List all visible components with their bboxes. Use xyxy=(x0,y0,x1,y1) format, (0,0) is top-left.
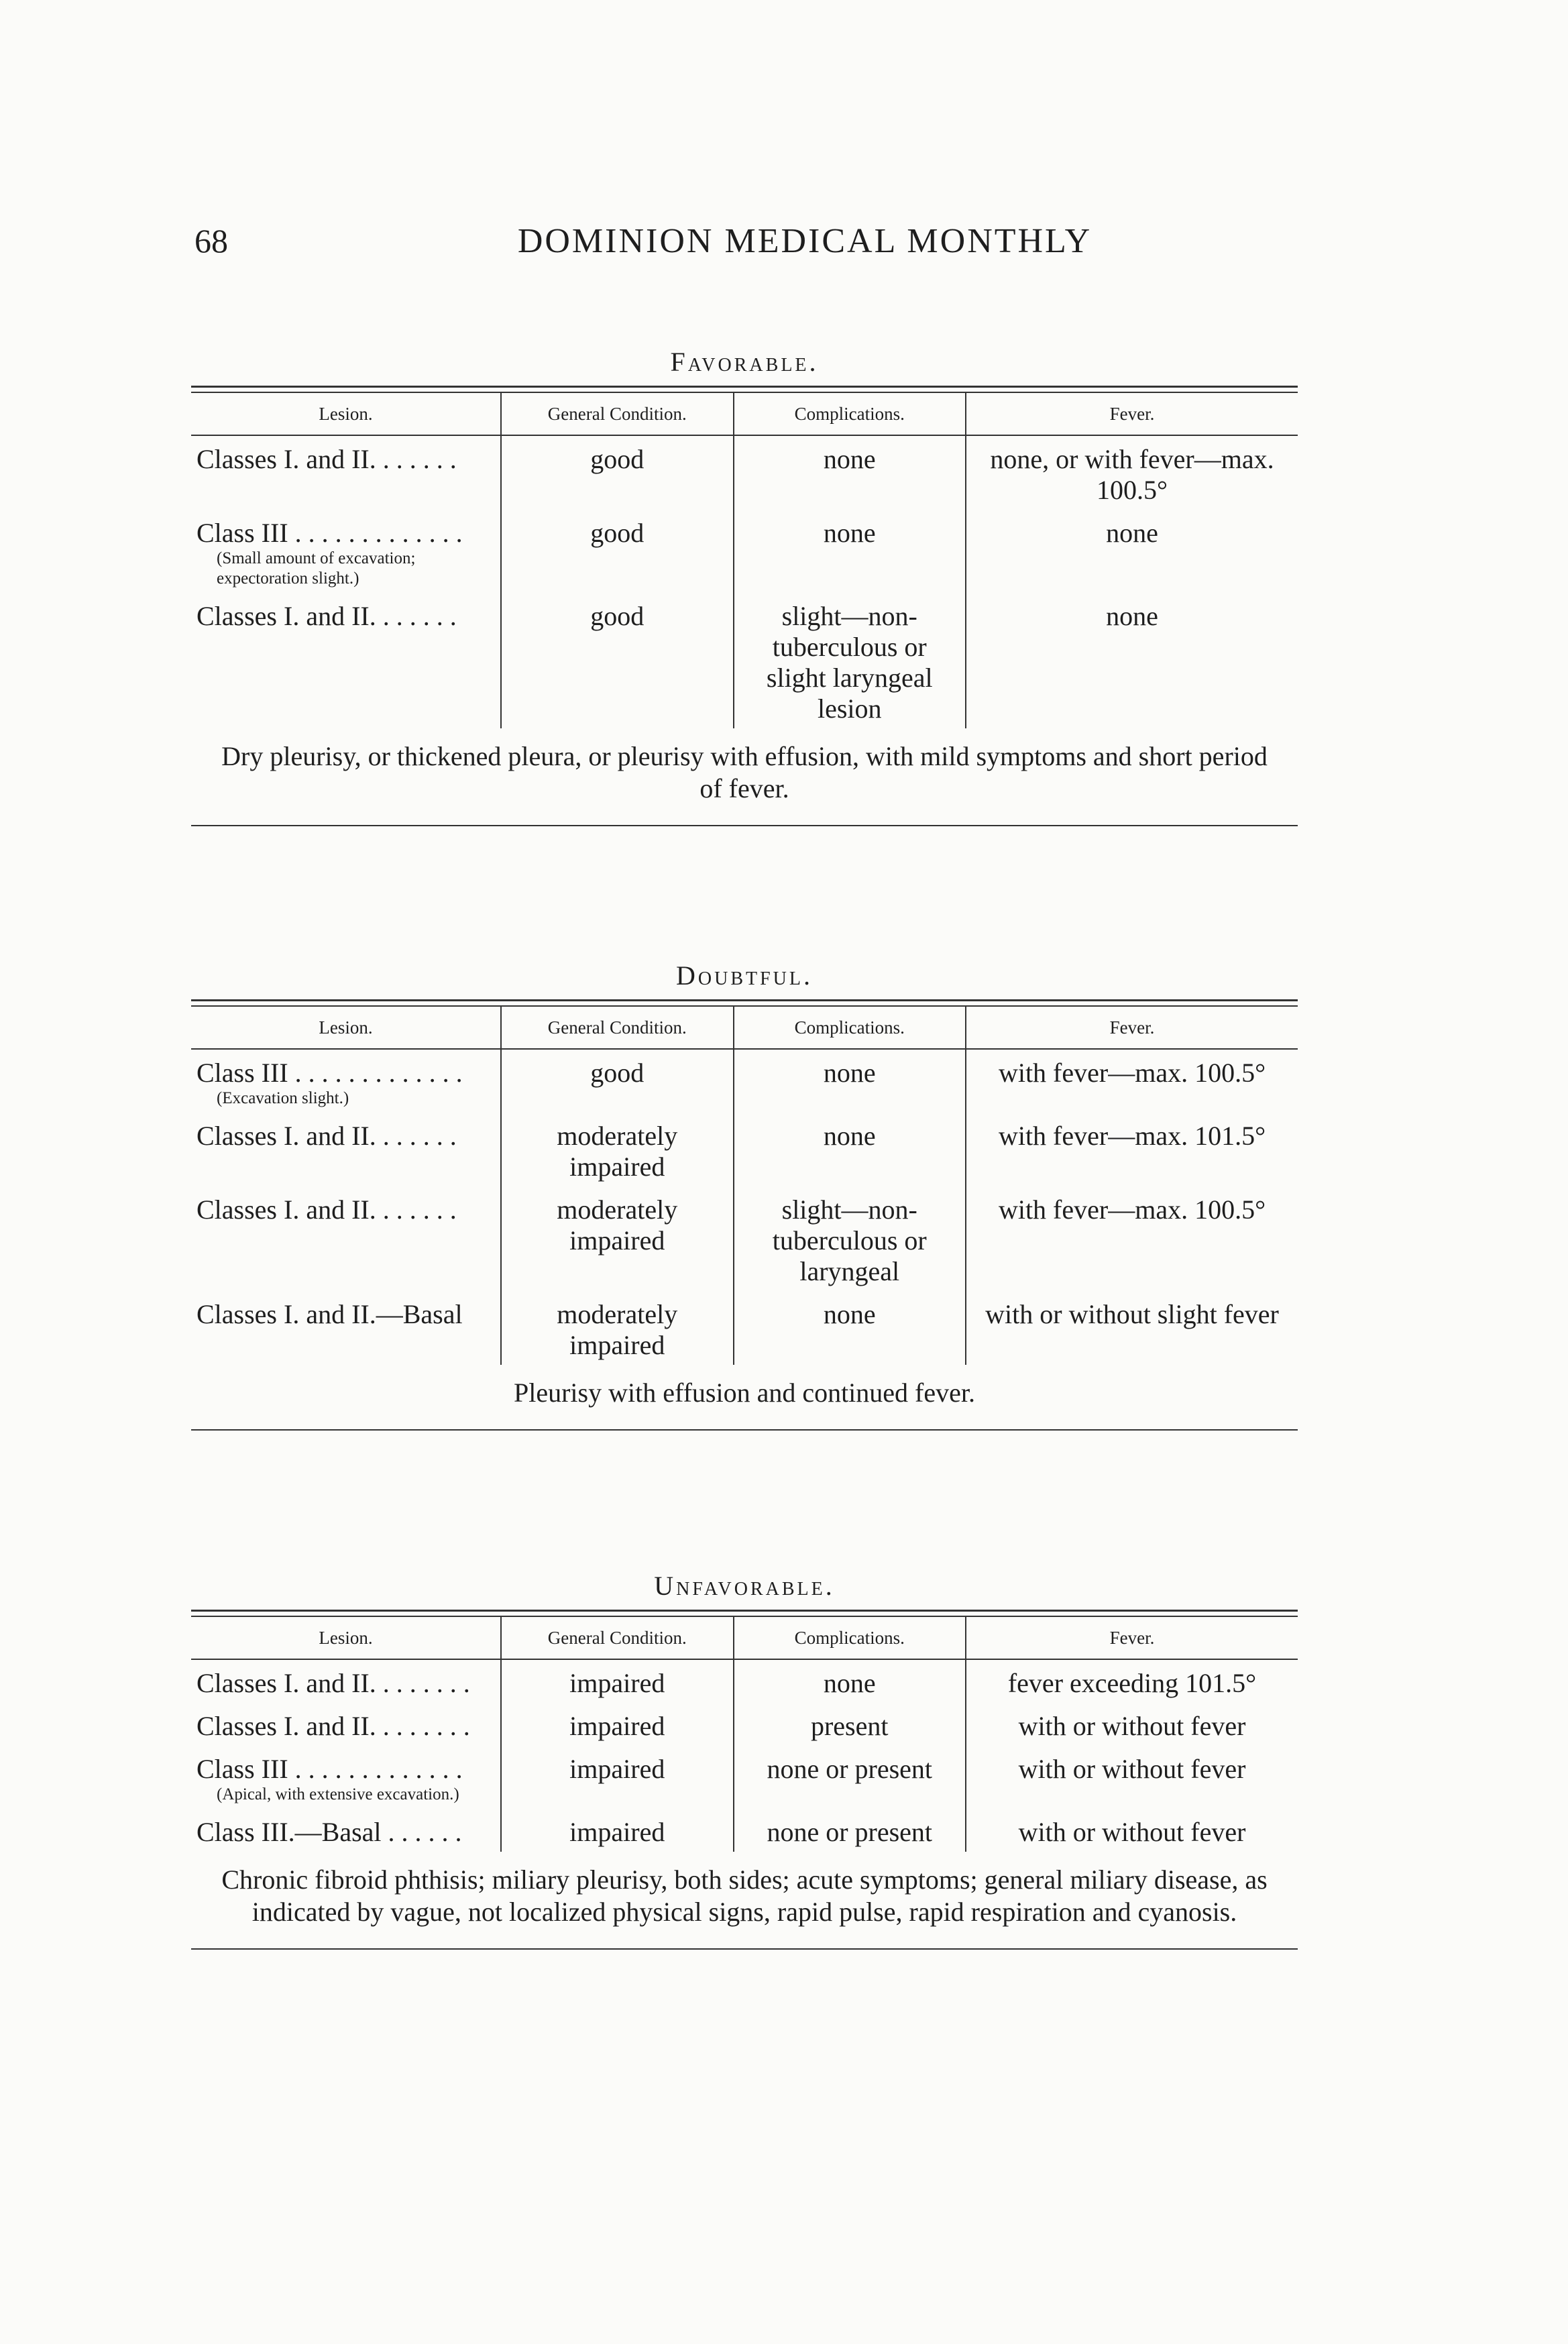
condition-cell: impaired xyxy=(501,1809,734,1852)
fever-cell: fever exceeding 101.5° xyxy=(966,1659,1298,1703)
table-header-row xyxy=(191,1617,1298,1659)
page-header xyxy=(194,221,1348,268)
section-unfavorable xyxy=(191,1563,1298,1950)
table-header-row xyxy=(191,393,1298,435)
column-header-condition: General Condition. xyxy=(501,1007,734,1049)
fever-cell: none xyxy=(966,510,1298,593)
complications-cell: none xyxy=(734,1659,966,1703)
condition-cell: moderately impaired xyxy=(501,1113,734,1186)
table-row xyxy=(191,1659,1298,1703)
column-header-complications: Complications. xyxy=(734,1617,966,1659)
complications-cell: none or present xyxy=(734,1746,966,1809)
section-end-rule xyxy=(191,1948,1298,1950)
table-header-row xyxy=(191,1007,1298,1049)
table-row xyxy=(191,1186,1298,1291)
column-header-complications: Complications. xyxy=(734,1007,966,1049)
fever-cell: none, or with fever—max. 100.5° xyxy=(966,435,1298,510)
column-header-fever: Fever. xyxy=(966,1007,1298,1049)
lesion-text: Classes I. and II. . . . . . . . xyxy=(197,1668,470,1698)
condition-cell: moderately impaired xyxy=(501,1291,734,1365)
lesion-cell xyxy=(191,435,501,510)
complications-cell: none xyxy=(734,1291,966,1365)
lesion-text: Classes I. and II.—Basal xyxy=(197,1299,463,1329)
lesion-cell xyxy=(191,1703,501,1746)
lesion-cell xyxy=(191,593,501,728)
complications-cell: present xyxy=(734,1703,966,1746)
fever-cell: none xyxy=(966,593,1298,728)
lesion-note: (Apical, with extensive excavation.) xyxy=(217,1785,459,1803)
lesion-cell xyxy=(191,1113,501,1186)
condition-cell: good xyxy=(501,1049,734,1113)
double-rule xyxy=(191,999,1298,1007)
lesion-text: Class III . . . . . . . . . . . . . xyxy=(197,1754,463,1784)
lesion-text: Classes I. and II. . . . . . . xyxy=(197,601,457,631)
fever-cell: with or without fever xyxy=(966,1809,1298,1852)
complications-cell: slight—non-tuberculous or laryngeal xyxy=(734,1186,966,1291)
table-row xyxy=(191,510,1298,593)
condition-cell: moderately impaired xyxy=(501,1186,734,1291)
lesion-cell xyxy=(191,1746,501,1809)
table-row xyxy=(191,1809,1298,1852)
fever-cell: with or without fever xyxy=(966,1703,1298,1746)
condition-cell: good xyxy=(501,593,734,728)
section-favorable xyxy=(191,339,1298,826)
table-row xyxy=(191,1703,1298,1746)
section-title: Favorable. xyxy=(670,347,819,377)
fever-cell: with fever—max. 100.5° xyxy=(966,1049,1298,1113)
complications-cell: none xyxy=(734,510,966,593)
lesion-cell xyxy=(191,1291,501,1365)
column-header-condition: General Condition. xyxy=(501,1617,734,1659)
prognosis-table xyxy=(191,393,1298,728)
column-header-lesion: Lesion. xyxy=(191,393,501,435)
complications-cell: none xyxy=(734,435,966,510)
complications-cell: none xyxy=(734,1113,966,1186)
complications-cell: none or present xyxy=(734,1809,966,1852)
condition-cell: impaired xyxy=(501,1746,734,1809)
lesion-text: Classes I. and II. . . . . . . xyxy=(197,444,457,474)
fever-cell: with fever—max. 101.5° xyxy=(966,1113,1298,1186)
column-header-condition: General Condition. xyxy=(501,393,734,435)
complications-cell: slight—non-tuberculous or slight laryngeal lesion xyxy=(734,593,966,728)
running-title: DOMINION MEDICAL MONTHLY xyxy=(517,222,1093,260)
fever-cell: with or without slight fever xyxy=(966,1291,1298,1365)
table-row xyxy=(191,1746,1298,1809)
section-summary: Pleurisy with effusion and continued fever. xyxy=(513,1378,975,1408)
table-row xyxy=(191,1049,1298,1113)
lesion-text: Class III . . . . . . . . . . . . . xyxy=(197,518,463,548)
column-header-fever: Fever. xyxy=(966,393,1298,435)
table-row xyxy=(191,435,1298,510)
column-header-complications: Complications. xyxy=(734,393,966,435)
section-summary: Chronic fibroid phthisis; miliary pleurisy, both sides; acute symptoms; general miliary disease, as indicated by vague, not localized physical signs, rapid pulse, rapid respiration and cyanosis. xyxy=(221,1864,1268,1927)
column-header-fever: Fever. xyxy=(966,1617,1298,1659)
page-number: 68 xyxy=(194,222,228,260)
table-row xyxy=(191,1113,1298,1186)
section-title: Unfavorable. xyxy=(654,1571,835,1601)
column-header-lesion: Lesion. xyxy=(191,1617,501,1659)
double-rule xyxy=(191,1610,1298,1617)
section-title: Doubtful. xyxy=(675,960,813,991)
lesion-cell xyxy=(191,1809,501,1852)
lesion-text: Class III.—Basal . . . . . . xyxy=(197,1817,462,1847)
prognosis-table xyxy=(191,1617,1298,1852)
table-row xyxy=(191,1291,1298,1365)
complications-cell: none xyxy=(734,1049,966,1113)
section-doubtful xyxy=(191,952,1298,1431)
condition-cell: good xyxy=(501,435,734,510)
double-rule xyxy=(191,386,1298,393)
fever-cell: with or without fever xyxy=(966,1746,1298,1809)
fever-cell: with fever—max. 100.5° xyxy=(966,1186,1298,1291)
table-row xyxy=(191,593,1298,728)
section-end-rule xyxy=(191,825,1298,826)
lesion-cell xyxy=(191,510,501,593)
condition-cell: impaired xyxy=(501,1659,734,1703)
lesion-text: Class III . . . . . . . . . . . . . xyxy=(197,1058,463,1088)
lesion-text: Classes I. and II. . . . . . . xyxy=(197,1194,457,1225)
lesion-text: Classes I. and II. . . . . . . xyxy=(197,1121,457,1151)
section-end-rule xyxy=(191,1429,1298,1431)
lesion-cell xyxy=(191,1186,501,1291)
condition-cell: impaired xyxy=(501,1703,734,1746)
lesion-cell xyxy=(191,1049,501,1113)
lesion-note: (Small amount of excavation; expectoration slight.) xyxy=(217,549,416,588)
lesion-note: (Excavation slight.) xyxy=(217,1089,349,1107)
prognosis-table xyxy=(191,1007,1298,1365)
condition-cell: good xyxy=(501,510,734,593)
lesion-cell xyxy=(191,1659,501,1703)
section-summary: Dry pleurisy, or thickened pleura, or pleurisy with effusion, with mild symptoms and short period of fever. xyxy=(221,741,1268,803)
lesion-text: Classes I. and II. . . . . . . . xyxy=(197,1711,470,1741)
column-header-lesion: Lesion. xyxy=(191,1007,501,1049)
